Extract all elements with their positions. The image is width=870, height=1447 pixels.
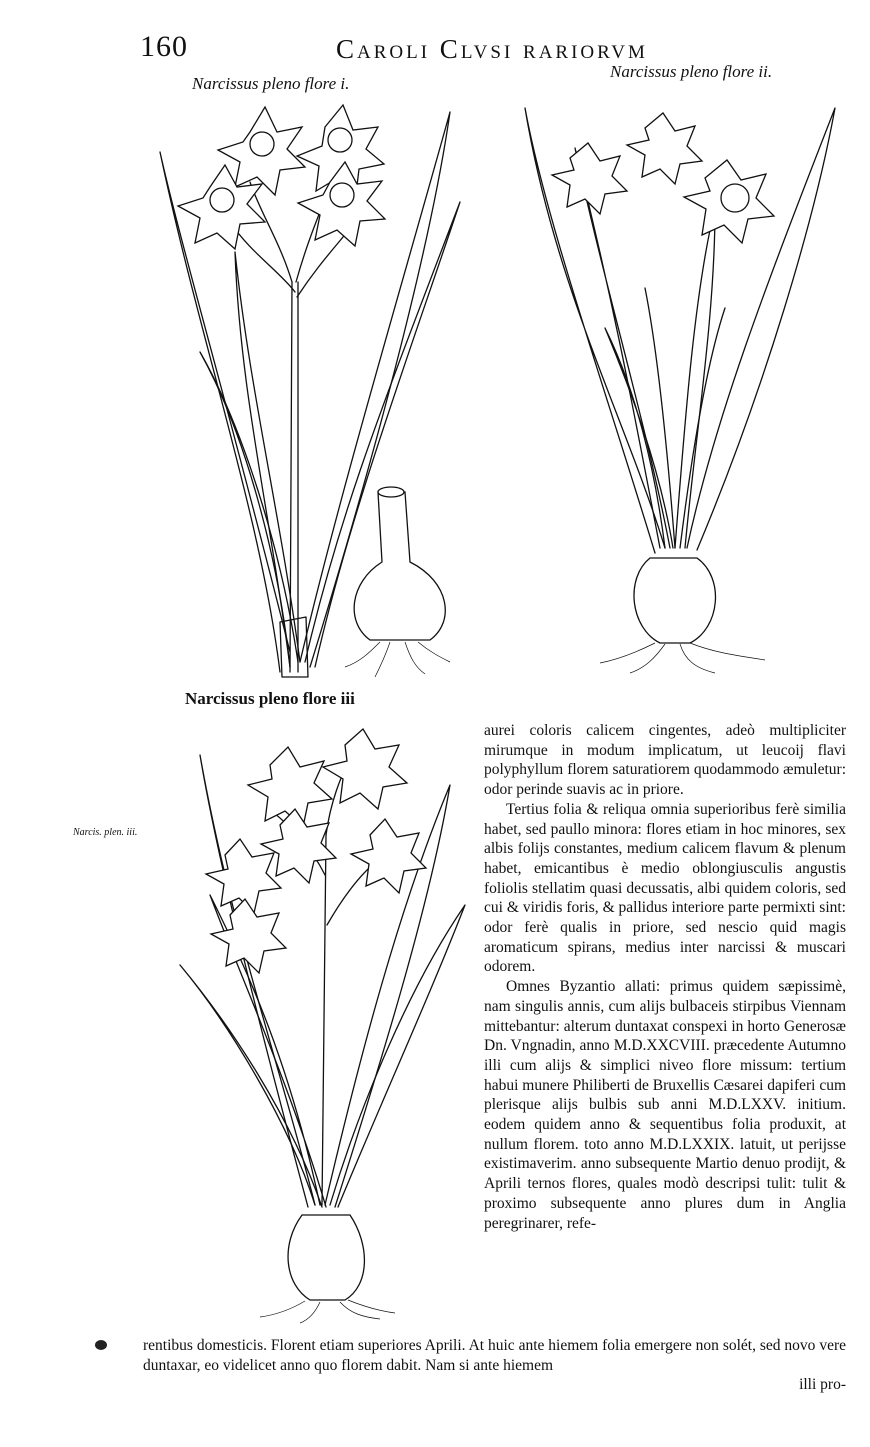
running-head: Caroli Clvsi rariorvm bbox=[336, 34, 648, 64]
page-number: 160 bbox=[140, 30, 188, 63]
narcissus-illustration-1 bbox=[140, 92, 470, 682]
catchword: illi pro- bbox=[799, 1376, 846, 1394]
narcissus-illustration-2 bbox=[515, 88, 850, 680]
paragraph: rentibus domesticis. Florent etiam superiores Aprili. At huic ante hiemem folia emergere non solét, sed novo vere duntaxar, eo videlicet anno quo florem dabit. Nam si ante hiemem bbox=[143, 1337, 846, 1374]
margin-note: Narcis. plen. iii. bbox=[73, 827, 138, 838]
plate-caption-2: Narcissus pleno flore ii. bbox=[610, 62, 773, 81]
paragraph: aurei coloris calicem cingentes, adeò multipliciter mirumque in modum implicatum, ut leucoij flavi polyphyllum florem saturatiorem quodammodo æmuletur: odor perinde suavis ac in priore. bbox=[484, 722, 846, 799]
paragraph: Tertius folia & reliqua omnia superioribus ferè similia habet, sed paullo minora: flores etiam in hoc minores, sex albis folijs constantes, medium calicem flavum & plenum habet, emicantibus è medio oblongiusculis angustis foliolis stellatim quasi decussatis, albi quidem coloris, sed cui & viridis foris, & pallidus interiore parte permixti sint: odor ferè qualis in priore, sed nescio quid magis aromaticum spirans, medius inter narcissi & muscari odorem. bbox=[484, 800, 846, 976]
narcissus-illustration-3 bbox=[130, 725, 475, 1325]
plate-caption-3: Narcissus pleno flore iii bbox=[185, 689, 355, 708]
paragraph: Omnes Byzantio allati: primus quidem sæpissimè, nam singulis annis, cum alijs bulbaceis stirpibus Viennam mittebantur: alterum duntaxat conspexi in horto Generosæ Dn. Vngnadin, anno M.D.XXCVIII. præcedente Autumno illi cum alijs & simplici niveo flore missum: tertium habui munere Philiberti de Bruxellis Cæsarei dapiferi cum plerisque alijs bulbis sub anni M.D.LXXV. initium. eodem quidem anno & sequentibus folia produxit, at nullum florem. toto anno M.D.LXXIX. latuit, ut perijsse existimaverim. anno subsequente Martio denuo prodijt, & Aprili ternos flores, quales modò descripsi tulit: tulit & proximo subsequente anno plures dum in Anglia peregrinarer, refe- bbox=[484, 978, 847, 1232]
text-column bbox=[484, 721, 846, 1233]
ink-blot bbox=[95, 1340, 107, 1350]
full-width-text bbox=[143, 1336, 846, 1395]
plate-caption-1: Narcissus pleno flore i. bbox=[192, 74, 350, 93]
